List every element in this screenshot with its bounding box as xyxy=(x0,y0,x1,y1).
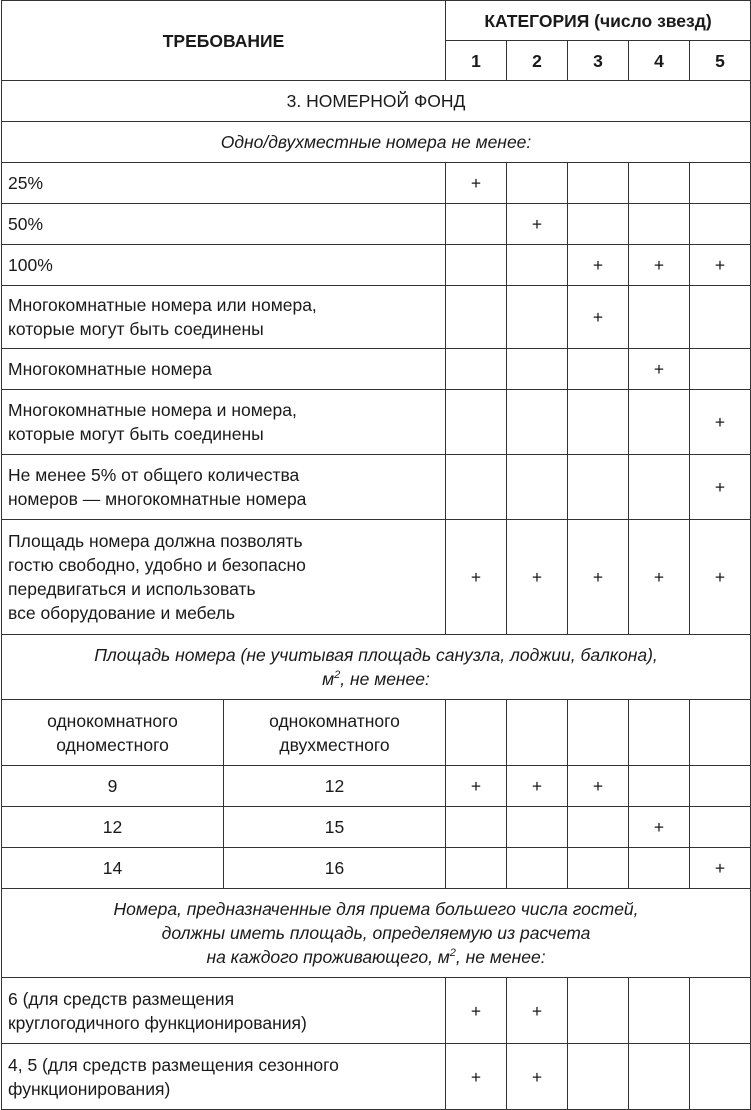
table-row xyxy=(2,349,751,390)
mark-cell: + xyxy=(690,245,751,286)
double-room-area: 16 xyxy=(224,848,446,889)
area-header-row xyxy=(2,700,751,766)
mark-cell xyxy=(690,349,751,390)
mark-cell: + xyxy=(568,286,629,349)
mark-cell xyxy=(507,807,568,848)
requirement-label xyxy=(2,455,446,520)
area-row xyxy=(2,766,751,807)
star-col-4: 4 xyxy=(629,41,690,81)
double-room-column-header: однокомнатного двухместного xyxy=(224,700,446,766)
mark-cell xyxy=(568,978,629,1044)
label-line: Не менее 5% от общего количества xyxy=(8,465,300,485)
requirement-label xyxy=(2,390,446,455)
mark-cell xyxy=(446,848,507,889)
mark-cell xyxy=(568,390,629,455)
label-line: 4, 5 (для средств размещения сезонного xyxy=(8,1054,339,1075)
mark-cell xyxy=(446,390,507,455)
label-line: функционирования) xyxy=(8,1078,171,1099)
mark-cell xyxy=(507,848,568,889)
mark-cell xyxy=(446,700,507,766)
requirement-label xyxy=(2,286,446,349)
mark-cell: + xyxy=(629,349,690,390)
mark-cell: + xyxy=(568,766,629,807)
mark-cell: + xyxy=(690,520,751,635)
mark-cell: + xyxy=(446,520,507,635)
mark-cell xyxy=(446,807,507,848)
label-line: круглогодичного функционирования) xyxy=(8,1012,307,1033)
mark-cell xyxy=(629,848,690,889)
mark-cell xyxy=(446,245,507,286)
table-row xyxy=(2,204,751,245)
mark-cell: + xyxy=(507,766,568,807)
mark-cell xyxy=(629,978,690,1044)
mark-cell xyxy=(690,700,751,766)
requirement-label xyxy=(2,520,446,635)
mark-cell xyxy=(629,390,690,455)
group-heading-row xyxy=(2,889,751,978)
mark-cell: + xyxy=(507,520,568,635)
label-line: 6 (для средств размещения xyxy=(8,988,235,1009)
mark-cell xyxy=(507,245,568,286)
table-row xyxy=(2,163,751,204)
label-line: Многокомнатные номера и номера, xyxy=(8,400,297,420)
category-header xyxy=(446,1,751,41)
requirement-header: ТРЕБОВАНИЕ xyxy=(2,1,446,81)
mark-cell xyxy=(568,848,629,889)
mark-cell xyxy=(629,455,690,520)
label-line: которые могут быть соединены xyxy=(8,424,264,444)
group2-heading-line: $м^2$, не менее: xyxy=(322,669,430,689)
area-row xyxy=(2,848,751,889)
mark-cell: + xyxy=(690,455,751,520)
section-title: 3. НОМЕРНОЙ ФОНД xyxy=(2,81,751,122)
mark-cell: + xyxy=(568,245,629,286)
mark-cell: + xyxy=(629,807,690,848)
mark-cell xyxy=(690,204,751,245)
group3-heading-line: Номера, предназначенные для приема большего числа гостей, xyxy=(113,899,639,919)
mark-cell xyxy=(629,163,690,204)
mark-cell: + xyxy=(690,390,751,455)
mark-cell xyxy=(629,700,690,766)
single-room-area: 12 xyxy=(2,807,224,848)
mark-cell xyxy=(629,1044,690,1110)
mark-cell: + xyxy=(568,520,629,635)
category-header-bold: КАТЕГОРИЯ xyxy=(484,10,590,31)
mark-cell: + xyxy=(629,520,690,635)
group-heading-row xyxy=(2,635,751,700)
star-col-1: 1 xyxy=(446,41,507,81)
double-room-area: 15 xyxy=(224,807,446,848)
group3-heading-line: должны иметь площадь, определяемую из расчета xyxy=(161,923,591,943)
mark-cell xyxy=(507,700,568,766)
group2-heading xyxy=(2,635,751,700)
label-line: которые могут быть соединены xyxy=(8,319,264,339)
mark-cell: + xyxy=(446,978,507,1044)
requirement-label: 50% xyxy=(2,204,446,245)
requirement-label xyxy=(2,1044,446,1110)
requirement-label: Многокомнатные номера xyxy=(2,349,446,390)
table-row xyxy=(2,390,751,455)
header-row xyxy=(2,1,751,41)
mark-cell xyxy=(568,204,629,245)
table-row xyxy=(2,1044,751,1110)
mark-cell xyxy=(629,204,690,245)
area-row xyxy=(2,807,751,848)
star-col-3: 3 xyxy=(568,41,629,81)
mark-cell xyxy=(507,286,568,349)
table-row xyxy=(2,286,751,349)
requirement-label xyxy=(2,978,446,1044)
mark-cell xyxy=(690,978,751,1044)
mark-cell xyxy=(568,349,629,390)
label-line: передвигаться и использовать xyxy=(8,579,256,599)
mark-cell xyxy=(507,455,568,520)
mark-cell: + xyxy=(446,766,507,807)
mark-cell xyxy=(568,455,629,520)
mark-cell: + xyxy=(507,204,568,245)
group2-heading-line: Площадь номера (не учитывая площадь санузла, лоджии, балкона), xyxy=(94,645,658,665)
category-header-note: (число звезд) xyxy=(589,10,712,31)
mark-cell xyxy=(568,807,629,848)
group-heading-row xyxy=(2,122,751,163)
table-row xyxy=(2,520,751,635)
mark-cell xyxy=(629,766,690,807)
mark-cell xyxy=(446,204,507,245)
label-line: все оборудование и мебель xyxy=(8,603,235,623)
mark-cell xyxy=(629,286,690,349)
group3-heading-line: на каждого проживающего, $м^2$, не менее: xyxy=(206,947,546,967)
table-row xyxy=(2,455,751,520)
double-room-area: 12 xyxy=(224,766,446,807)
single-room-area: 14 xyxy=(2,848,224,889)
requirements-table xyxy=(1,0,751,1110)
table-row xyxy=(2,978,751,1044)
group3-heading xyxy=(2,889,751,978)
section-row xyxy=(2,81,751,122)
mark-cell: + xyxy=(690,848,751,889)
mark-cell xyxy=(568,700,629,766)
mark-cell: + xyxy=(629,245,690,286)
mark-cell xyxy=(690,807,751,848)
mark-cell xyxy=(690,1044,751,1110)
label-line: гостю свободно, удобно и безопасно xyxy=(8,555,306,575)
mark-cell xyxy=(446,286,507,349)
mark-cell xyxy=(690,286,751,349)
mark-cell: + xyxy=(446,1044,507,1110)
star-col-2: 2 xyxy=(507,41,568,81)
mark-cell xyxy=(568,1044,629,1110)
requirement-label: 100% xyxy=(2,245,446,286)
label-line: Многокомнатные номера или номера, xyxy=(8,295,317,315)
mark-cell: + xyxy=(507,1044,568,1110)
table-row xyxy=(2,245,751,286)
mark-cell xyxy=(690,766,751,807)
group1-heading: Одно/двухместные номера не менее: xyxy=(2,122,751,163)
mark-cell xyxy=(446,349,507,390)
mark-cell xyxy=(507,349,568,390)
mark-cell xyxy=(568,163,629,204)
mark-cell: + xyxy=(507,978,568,1044)
requirement-label: 25% xyxy=(2,163,446,204)
mark-cell xyxy=(507,163,568,204)
single-room-area: 9 xyxy=(2,766,224,807)
mark-cell xyxy=(507,390,568,455)
label-line: номеров — многокомнатные номера xyxy=(8,489,307,509)
mark-cell xyxy=(690,163,751,204)
single-room-column-header: однокомнатного одноместного xyxy=(2,700,224,766)
label-line: Площадь номера должна позволять xyxy=(8,531,303,551)
mark-cell: + xyxy=(446,163,507,204)
mark-cell xyxy=(446,455,507,520)
star-col-5: 5 xyxy=(690,41,751,81)
